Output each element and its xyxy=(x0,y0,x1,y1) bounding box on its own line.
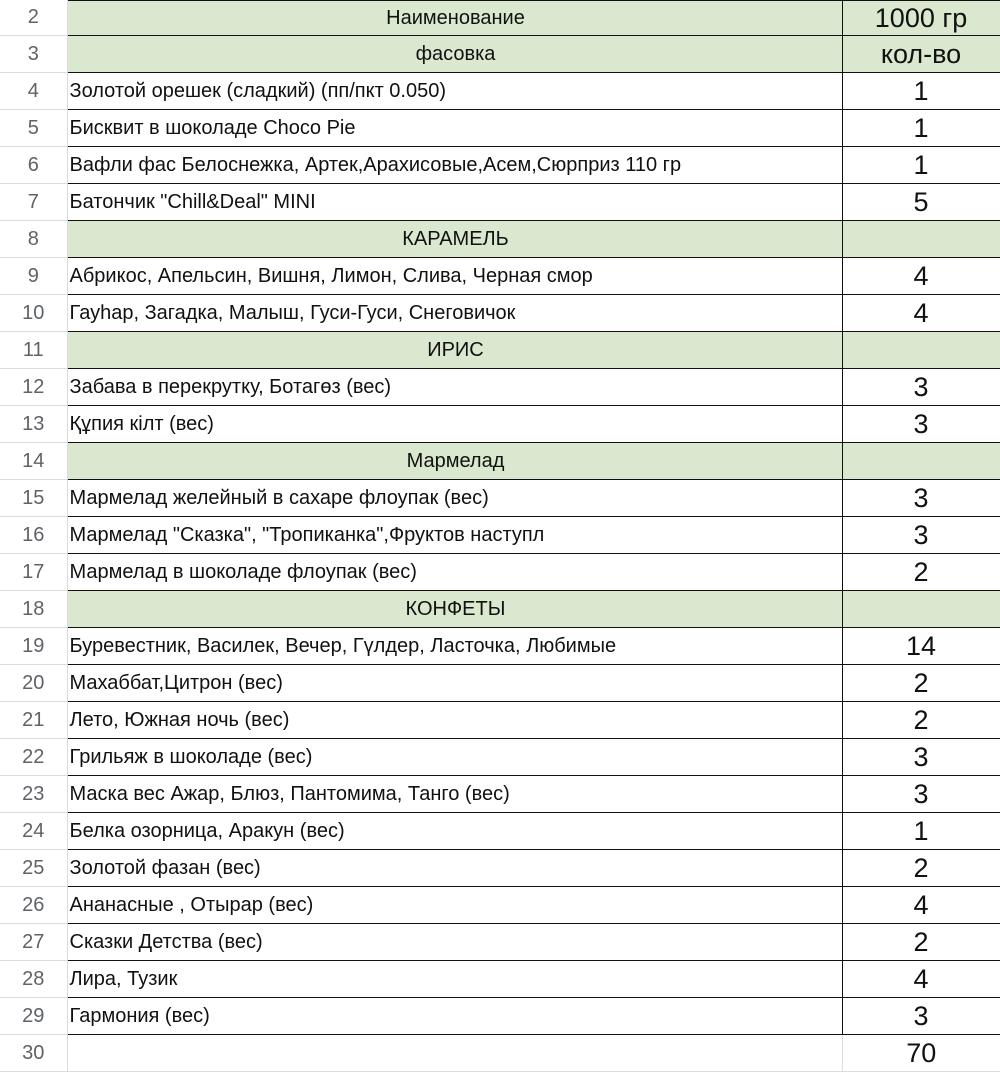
row-number[interactable]: 8 xyxy=(0,221,67,258)
header-row xyxy=(0,1,1000,36)
section-title-cell[interactable]: ИРИС xyxy=(67,332,842,369)
quantity-cell[interactable]: 2 xyxy=(842,850,1000,887)
row-number[interactable]: 15 xyxy=(0,480,67,517)
column-header-name[interactable]: Наименование xyxy=(67,1,842,36)
column-header-packing[interactable]: фасовка xyxy=(67,36,842,73)
quantity-cell[interactable]: 2 xyxy=(842,665,1000,702)
product-name-cell[interactable]: Вафли фас Белоснежка, Артек,Арахисовые,Асем,Сюрприз 110 гр xyxy=(67,147,842,184)
column-header-weight[interactable]: 1000 гр xyxy=(842,1,1000,36)
product-name-cell[interactable]: Лето, Южная ночь (вес) xyxy=(67,702,842,739)
row-number[interactable]: 10 xyxy=(0,295,67,332)
total-body xyxy=(0,1035,1000,1072)
grid-body xyxy=(0,1,1000,73)
table-row xyxy=(0,850,1000,887)
quantity-cell[interactable]: 3 xyxy=(842,517,1000,554)
column-header-quantity[interactable]: кол-во xyxy=(842,36,1000,73)
row-number[interactable]: 27 xyxy=(0,924,67,961)
section-title-cell[interactable]: КОНФЕТЫ xyxy=(67,591,842,628)
row-number[interactable]: 25 xyxy=(0,850,67,887)
row-number[interactable]: 22 xyxy=(0,739,67,776)
quantity-cell[interactable]: 3 xyxy=(842,406,1000,443)
table-row xyxy=(0,813,1000,850)
table-row xyxy=(0,406,1000,443)
row-number[interactable]: 13 xyxy=(0,406,67,443)
product-name-cell[interactable]: Мармелад "Сказка", "Тропиканка",Фруктов наступл xyxy=(67,517,842,554)
product-name-cell[interactable]: Гармония (вес) xyxy=(67,998,842,1035)
table-row xyxy=(0,628,1000,665)
quantity-cell[interactable]: 1 xyxy=(842,813,1000,850)
quantity-cell[interactable]: 1 xyxy=(842,110,1000,147)
table-row xyxy=(0,480,1000,517)
row-number[interactable]: 26 xyxy=(0,887,67,924)
row-number[interactable]: 21 xyxy=(0,702,67,739)
row-number[interactable]: 11 xyxy=(0,332,67,369)
row-number[interactable]: 3 xyxy=(0,36,67,73)
quantity-cell[interactable]: 3 xyxy=(842,369,1000,406)
product-name-cell[interactable]: Буревестник, Василек, Вечер, Гүлдер, Ласточка, Любимые xyxy=(67,628,842,665)
table-row xyxy=(0,554,1000,591)
row-number[interactable]: 24 xyxy=(0,813,67,850)
product-name-cell[interactable]: Грильяж в шоколаде (вес) xyxy=(67,739,842,776)
product-name-cell[interactable]: Абрикос, Апельсин, Вишня, Лимон, Слива, Черная смор xyxy=(67,258,842,295)
table-row xyxy=(0,739,1000,776)
section-row xyxy=(0,443,1000,480)
table-row xyxy=(0,147,1000,184)
table-row xyxy=(0,924,1000,961)
table-row xyxy=(0,517,1000,554)
quantity-cell[interactable]: 1 xyxy=(842,147,1000,184)
quantity-cell[interactable] xyxy=(842,591,1000,628)
quantity-cell[interactable]: 4 xyxy=(842,961,1000,998)
total-label-cell[interactable] xyxy=(67,1035,842,1072)
quantity-cell[interactable] xyxy=(842,332,1000,369)
product-name-cell[interactable]: Забава в перекрутку, Ботагөз (вес) xyxy=(67,369,842,406)
quantity-cell[interactable]: 3 xyxy=(842,776,1000,813)
quantity-cell[interactable] xyxy=(842,221,1000,258)
table-row xyxy=(0,702,1000,739)
section-title-cell[interactable]: КАРАМЕЛЬ xyxy=(67,221,842,258)
quantity-cell[interactable]: 2 xyxy=(842,554,1000,591)
data-body xyxy=(0,73,1000,1035)
product-name-cell[interactable]: Сказки Детства (вес) xyxy=(67,924,842,961)
row-number[interactable]: 16 xyxy=(0,517,67,554)
total-row xyxy=(0,1035,1000,1072)
quantity-cell[interactable]: 4 xyxy=(842,887,1000,924)
quantity-cell[interactable]: 4 xyxy=(842,295,1000,332)
row-number[interactable]: 19 xyxy=(0,628,67,665)
product-name-cell[interactable]: Гауһар, Загадка, Малыш, Гуси-Гуси, Снеговичок xyxy=(67,295,842,332)
row-number[interactable]: 14 xyxy=(0,443,67,480)
row-number[interactable]: 4 xyxy=(0,73,67,110)
row-number[interactable]: 18 xyxy=(0,591,67,628)
product-name-cell[interactable]: Золотой орешек (сладкий) (пп/пкт 0.050) xyxy=(67,73,842,110)
row-number[interactable]: 17 xyxy=(0,554,67,591)
table-row xyxy=(0,184,1000,221)
row-number[interactable]: 6 xyxy=(0,147,67,184)
table-row xyxy=(0,665,1000,702)
quantity-cell[interactable]: 1 xyxy=(842,73,1000,110)
row-number[interactable]: 20 xyxy=(0,665,67,702)
total-quantity-cell[interactable]: 70 xyxy=(842,1035,1000,1072)
row-number[interactable]: 29 xyxy=(0,998,67,1035)
product-name-cell[interactable]: Мармелад желейный в сахаре флоупак (вес) xyxy=(67,480,842,517)
product-name-cell[interactable]: Ананасные , Отырар (вес) xyxy=(67,887,842,924)
row-number[interactable]: 12 xyxy=(0,369,67,406)
table-row xyxy=(0,961,1000,998)
product-name-cell[interactable]: Золотой фазан (вес) xyxy=(67,850,842,887)
section-title-cell[interactable]: Мармелад xyxy=(67,443,842,480)
table-row xyxy=(0,258,1000,295)
quantity-cell[interactable]: 4 xyxy=(842,258,1000,295)
quantity-cell[interactable]: 3 xyxy=(842,998,1000,1035)
product-name-cell[interactable]: Махаббат,Цитрон (вес) xyxy=(67,665,842,702)
section-row xyxy=(0,591,1000,628)
row-number[interactable]: 28 xyxy=(0,961,67,998)
quantity-cell[interactable]: 2 xyxy=(842,702,1000,739)
row-number[interactable]: 2 xyxy=(0,1,67,36)
row-number[interactable]: 7 xyxy=(0,184,67,221)
product-name-cell[interactable]: Мармелад в шоколаде флоупак (вес) xyxy=(67,554,842,591)
product-name-cell[interactable]: Бисквит в шоколаде Choco Pie xyxy=(67,110,842,147)
table-row xyxy=(0,73,1000,110)
table-row xyxy=(0,887,1000,924)
quantity-cell[interactable]: 14 xyxy=(842,628,1000,665)
row-number[interactable]: 5 xyxy=(0,110,67,147)
row-number[interactable]: 23 xyxy=(0,776,67,813)
table-row xyxy=(0,110,1000,147)
section-row xyxy=(0,332,1000,369)
quantity-cell[interactable]: 3 xyxy=(842,739,1000,776)
header-row xyxy=(0,36,1000,73)
quantity-cell[interactable]: 5 xyxy=(842,184,1000,221)
table-row xyxy=(0,776,1000,813)
quantity-cell[interactable]: 2 xyxy=(842,924,1000,961)
row-number[interactable]: 9 xyxy=(0,258,67,295)
quantity-cell[interactable] xyxy=(842,443,1000,480)
quantity-cell[interactable]: 3 xyxy=(842,480,1000,517)
table-row xyxy=(0,369,1000,406)
product-name-cell[interactable]: Батончик "Chill&Deal" MINI xyxy=(67,184,842,221)
product-name-cell[interactable]: Құпия кілт (вес) xyxy=(67,406,842,443)
table-row xyxy=(0,998,1000,1035)
product-name-cell[interactable]: Маска вес Ажар, Блюз, Пантомима, Танго (вес) xyxy=(67,776,842,813)
product-name-cell[interactable]: Лира, Тузик xyxy=(67,961,842,998)
table-row xyxy=(0,295,1000,332)
product-name-cell[interactable]: Белка озорница, Аракун (вес) xyxy=(67,813,842,850)
row-number[interactable]: 30 xyxy=(0,1035,67,1072)
section-row xyxy=(0,221,1000,258)
